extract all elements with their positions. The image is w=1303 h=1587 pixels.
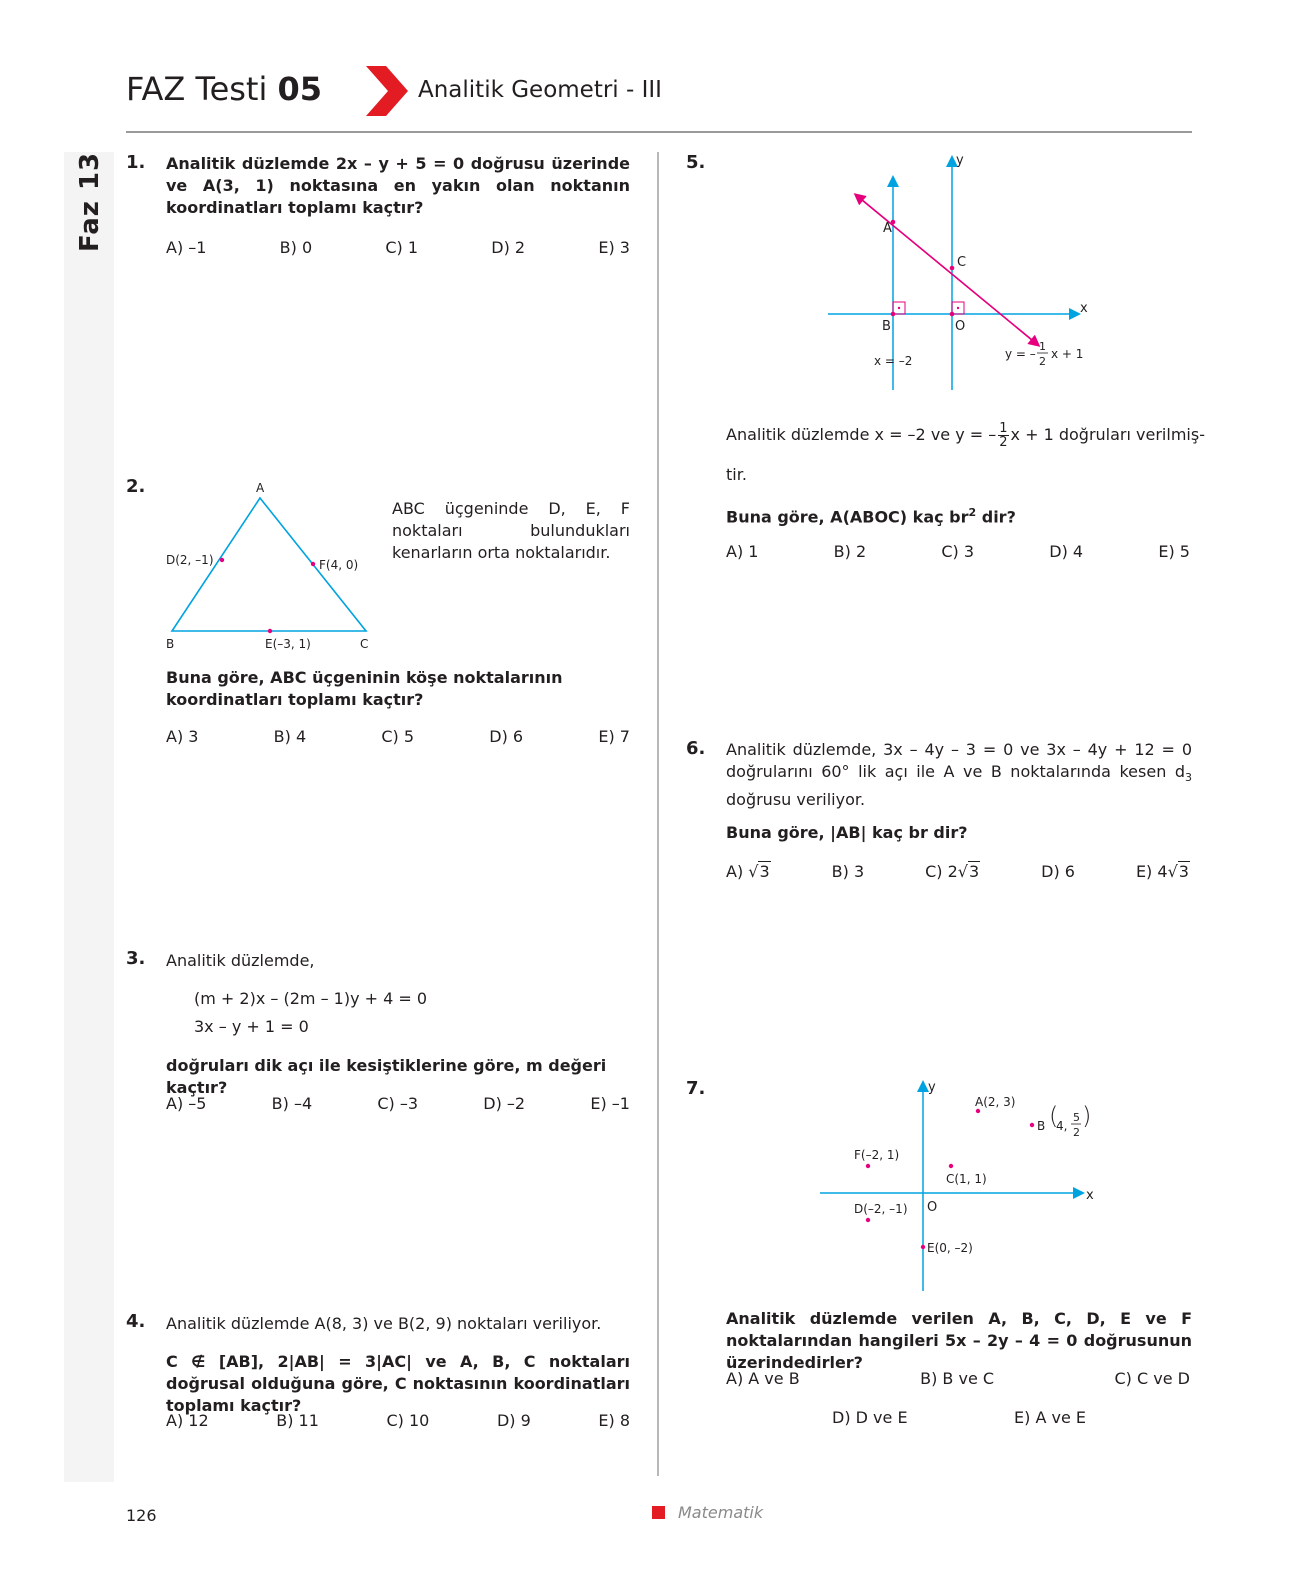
label-b-den: 2 (1073, 1126, 1080, 1139)
label-b-x: 4, (1056, 1119, 1068, 1133)
q3-option-a[interactable]: A) –5 (166, 1094, 207, 1113)
label-d: D(–2, –1) (854, 1202, 908, 1216)
q5-text-end: tir. (726, 465, 747, 484)
q5-question-sup: 2 (968, 506, 977, 519)
q6-option-c-text: C) 2 (925, 862, 958, 881)
q1-text: Analitik düzlemde 2x – y + 5 = 0 doğrusu üzerinde ve A(3, 1) noktasına en yakın olan noktanın koordinatları toplamı kaçtır? (166, 154, 630, 217)
label-b-num: 5 (1073, 1111, 1080, 1124)
q5-question-end: dir? (976, 507, 1016, 527)
label-e: E(–3, 1) (265, 637, 311, 651)
q4-number: 4. (126, 1311, 146, 1332)
q6-option-c-rad: 3 (968, 862, 980, 881)
footer-square-icon (652, 1506, 665, 1519)
q5-text-pre: Analitik düzlemde x = –2 ve y = – (726, 425, 997, 444)
point-d (220, 558, 224, 562)
label-line2-pre: y = – (1005, 347, 1036, 361)
column-divider (657, 152, 659, 1476)
q5-option-a[interactable]: A) 1 (726, 542, 759, 561)
q2-option-b[interactable]: B) 4 (273, 727, 307, 746)
q7-option-e[interactable]: E) A ve E (1014, 1408, 1086, 1427)
q7-option-b[interactable]: B) B ve C (920, 1369, 995, 1388)
q5-coordinate-graph (820, 150, 1100, 395)
q7-number: 7. (686, 1078, 706, 1099)
test-title-text: FAZ Testi (126, 70, 268, 108)
q6-number: 6. (686, 738, 706, 759)
header-divider (126, 131, 1192, 133)
q6-option-c[interactable]: C) 2√3 (925, 862, 980, 881)
q3-equation-1: (m + 2)x – (2m – 1)y + 4 = 0 (194, 989, 428, 1008)
svg-text:): ) (1082, 1102, 1092, 1130)
test-title (126, 70, 322, 108)
q1-option-b[interactable]: B) 0 (279, 238, 313, 257)
q7-option-a[interactable]: A) A ve B (726, 1369, 800, 1388)
q6-option-a[interactable]: A) √3 (726, 862, 770, 881)
q3-option-c[interactable]: C) –3 (377, 1094, 419, 1113)
point-d (866, 1218, 870, 1222)
q5-fraction (998, 422, 1008, 449)
point-e (268, 629, 272, 633)
label-f: F(–2, 1) (854, 1148, 900, 1162)
q5-question-text: Buna göre, A(ABOC) kaç br (726, 507, 969, 527)
test-subtitle: Analitik Geometri - III (418, 77, 662, 103)
q3-option-e[interactable]: E) –1 (590, 1094, 630, 1113)
q1-option-e[interactable]: E) 3 (598, 238, 630, 257)
q5-option-e[interactable]: E) 5 (1158, 542, 1190, 561)
label-o: O (927, 1200, 938, 1215)
q4-option-e[interactable]: E) 8 (598, 1411, 630, 1430)
label-c: C (360, 637, 369, 651)
label-line2-post: x + 1 (1051, 347, 1084, 361)
q4-option-a[interactable]: A) 12 (166, 1411, 209, 1430)
q2-number: 2. (126, 476, 146, 497)
q3-equation-2: 3x – y + 1 = 0 (194, 1017, 309, 1036)
label-c: C (957, 255, 967, 270)
q3-intro: Analitik düzlemde, (166, 951, 315, 970)
q6-question: Buna göre, |AB| kaç br dir? (726, 823, 968, 842)
side-label-text: Faz 13 (75, 152, 105, 252)
point-c (949, 1164, 953, 1168)
q3-number: 3. (126, 948, 146, 969)
q6-option-e-text: E) 4 (1135, 862, 1168, 881)
point-f (866, 1164, 870, 1168)
q6-option-b-text: B) 3 (831, 862, 865, 881)
q7-option-d[interactable]: D) D ve E (832, 1408, 908, 1427)
point-o (950, 312, 955, 317)
q5-number: 5. (686, 152, 706, 173)
q2-question: Buna göre, ABC üçgeninin köşe noktalarının koordinatları toplamı kaçtır? (166, 668, 563, 709)
point-c (950, 266, 955, 271)
q4-question: C ∉ [AB], 2|AB| = 3|AC| ve A, B, C noktaları doğrusal olduğuna göre, C noktasının koordinatları toplamı kaçtır? (166, 1352, 630, 1415)
q2-side-text: ABC üçgeninde D, E, F noktaları bulundukları kenarların orta noktalarıdır. (392, 499, 630, 562)
q1-options (166, 238, 630, 257)
q7-option-c[interactable]: C) C ve D (1114, 1369, 1190, 1388)
q3-question: doğruları dik açı ile kesiştiklerine göre, m değeri kaçtır? (166, 1056, 607, 1097)
label-c: C(1, 1) (946, 1172, 987, 1186)
q2-option-c[interactable]: C) 5 (381, 727, 415, 746)
label-e: E(0, –2) (927, 1241, 973, 1255)
q7-options-row1 (726, 1369, 1190, 1388)
q5-frac-num: 1 (999, 421, 1008, 436)
x-label: x (1080, 301, 1088, 316)
q6-option-a-text: A) (726, 862, 749, 881)
q6-text-sub: 3 (1185, 771, 1192, 785)
q6-option-b[interactable] (832, 862, 864, 881)
q4-options (166, 1411, 630, 1430)
side-label (70, 152, 108, 252)
y-label: y (928, 1080, 936, 1095)
q6-option-a-rad: 3 (759, 862, 770, 881)
y-label: y (956, 153, 964, 168)
q4-option-b[interactable]: B) 11 (276, 1411, 319, 1430)
q5-frac-den: 2 (999, 435, 1008, 450)
q6-option-d-text: D) 6 (1041, 862, 1075, 881)
label-b: B (166, 637, 175, 651)
label-d: D(2, –1) (166, 553, 214, 567)
q6-text (726, 739, 1192, 811)
point-e (921, 1245, 925, 1249)
q5-option-d[interactable]: D) 4 (1049, 542, 1084, 561)
q2-triangle-figure (160, 478, 380, 653)
q1-number: 1. (126, 152, 146, 173)
label-o: O (955, 319, 966, 334)
q3-options (166, 1094, 630, 1113)
q7-question: Analitik düzlemde verilen A, B, C, D, E ve F noktalarından hangileri 5x – 2y – 4 = 0 doğrusunun üzerindedirler? (726, 1309, 1192, 1372)
q4-option-c[interactable]: C) 10 (386, 1411, 430, 1430)
page-number: 126 (126, 1506, 157, 1525)
label-a: A (256, 481, 265, 495)
q1-option-a[interactable]: A) –1 (166, 238, 207, 257)
label-b-pre: B (1037, 1119, 1046, 1133)
test-number: 05 (277, 70, 323, 108)
label-a: A (883, 221, 892, 236)
point-b (1030, 1123, 1034, 1127)
q2-option-a[interactable]: A) 3 (166, 727, 199, 746)
q5-option-b[interactable]: B) 2 (833, 542, 867, 561)
label-line1: x = –2 (874, 354, 913, 368)
q5-options (726, 542, 1190, 561)
q4-option-d[interactable]: D) 9 (496, 1411, 531, 1430)
point-a (976, 1109, 980, 1113)
q2-option-e[interactable]: E) 7 (598, 727, 630, 746)
q3-option-d[interactable]: D) –2 (483, 1094, 526, 1113)
q2-options (166, 727, 630, 746)
q6-options (726, 862, 1190, 881)
q7-coordinate-graph (810, 1075, 1110, 1295)
q6-text-post: doğrusu veriliyor. (726, 790, 866, 810)
point-b (891, 312, 896, 317)
q3-option-b[interactable]: B) –4 (271, 1094, 313, 1113)
x-label: x (1086, 1188, 1094, 1203)
q6-text-pre: Analitik düzlemde, 3x – 4y – 3 = 0 ve 3x – 4y + 12 = 0 doğrularını 60° lik açı ile A ve B noktalarında kesen d (726, 740, 1192, 781)
chevron-right-icon (366, 66, 408, 116)
q5-text (726, 421, 1205, 450)
q6-option-d[interactable] (1041, 862, 1075, 881)
point-f (311, 562, 315, 566)
label-a: A(2, 3) (975, 1095, 1016, 1109)
q1-option-c[interactable]: C) 1 (385, 238, 419, 257)
label-f: F(4, 0) (319, 558, 359, 572)
q5-text-post: x + 1 doğruları verilmiş- (1010, 425, 1205, 444)
q6-option-e-rad: 3 (1178, 862, 1189, 881)
side-band (64, 152, 114, 1482)
q4-intro: Analitik düzlemde A(8, 3) ve B(2, 9) noktaları veriliyor. (166, 1314, 602, 1333)
label-line2-num: 1 (1039, 340, 1046, 353)
q5-option-c[interactable]: C) 3 (941, 542, 975, 561)
q5-question (726, 502, 1016, 528)
q2-option-d[interactable]: D) 6 (489, 727, 524, 746)
footer-subject: Matematik (678, 1503, 764, 1522)
q6-option-e[interactable]: E) 4√3 (1135, 862, 1189, 881)
label-b: B (882, 319, 891, 334)
q1-option-d[interactable]: D) 2 (491, 238, 526, 257)
svg-text:(: ( (1049, 1102, 1059, 1130)
label-line2-den: 2 (1039, 355, 1046, 368)
